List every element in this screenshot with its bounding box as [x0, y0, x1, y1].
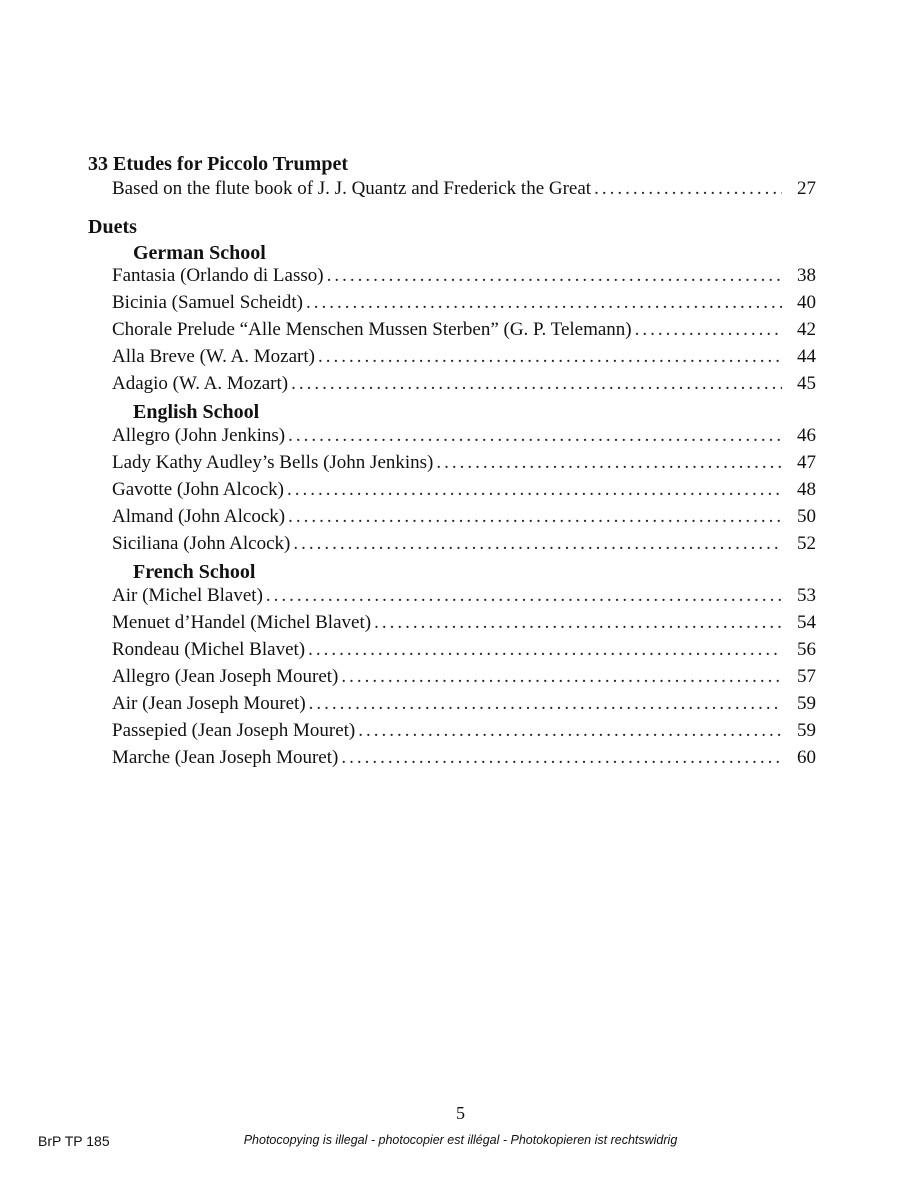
dot-leader	[293, 533, 782, 555]
toc-entry	[112, 666, 816, 692]
toc-entry	[112, 720, 816, 746]
entry-page: 38	[797, 265, 816, 286]
entry-title: Lady Kathy Audley’s Bells (John Jenkins)	[112, 452, 434, 473]
dot-leader	[287, 479, 782, 501]
toc-entry	[112, 292, 816, 318]
entry-title: Passepied (Jean Joseph Mouret)	[112, 720, 356, 741]
entry-title: Siciliana (John Alcock)	[112, 533, 291, 554]
entry-page: 48	[797, 479, 816, 500]
toc-entry	[112, 265, 816, 291]
entry-title: Almand (John Alcock)	[112, 506, 286, 527]
section-heading-etudes: 33 Etudes for Piccolo Trumpet	[88, 153, 348, 175]
toc-entry	[112, 373, 816, 399]
toc-entry	[112, 319, 816, 345]
entry-title: Rondeau (Michel Blavet)	[112, 639, 306, 660]
entry-page: 44	[797, 346, 816, 367]
entry-title: Fantasia (Orlando di Lasso)	[112, 265, 324, 286]
dot-leader	[288, 506, 782, 528]
dot-leader	[266, 585, 782, 607]
entry-title: Based on the flute book of J. J. Quantz and Frederick the Great	[112, 178, 592, 199]
dot-leader	[327, 265, 782, 287]
section-heading-duets: Duets	[88, 216, 137, 238]
entry-title: Bicinia (Samuel Scheidt)	[112, 292, 304, 313]
dot-leader	[358, 720, 782, 742]
entry-page: 50	[797, 506, 816, 527]
toc-entry	[112, 178, 816, 204]
toc-entry	[112, 479, 816, 505]
toc-entry	[112, 585, 816, 611]
dot-leader	[374, 612, 782, 634]
toc-entry	[112, 506, 816, 532]
entry-page: 40	[797, 292, 816, 313]
entry-page: 52	[797, 533, 816, 554]
entry-title: Alla Breve (W. A. Mozart)	[112, 346, 315, 367]
entry-page: 45	[797, 373, 816, 394]
entry-page: 60	[797, 747, 816, 768]
entry-page: 27	[797, 178, 816, 199]
dot-leader	[594, 178, 782, 200]
toc-entry	[112, 693, 816, 719]
entry-page: 59	[797, 693, 816, 714]
entry-page: 59	[797, 720, 816, 741]
toc-entry	[112, 639, 816, 665]
entry-page: 47	[797, 452, 816, 473]
subsection-heading-french: French School	[133, 561, 256, 583]
toc-entry	[112, 747, 816, 773]
entry-title: Marche (Jean Joseph Mouret)	[112, 747, 339, 768]
toc-entry	[112, 452, 816, 478]
dot-leader	[309, 693, 782, 715]
dot-leader	[635, 319, 782, 341]
toc-entry	[112, 425, 816, 451]
dot-leader	[436, 452, 782, 474]
entry-page: 56	[797, 639, 816, 660]
entry-page: 42	[797, 319, 816, 340]
page-number: 5	[456, 1103, 465, 1123]
entry-title: Air (Jean Joseph Mouret)	[112, 693, 306, 714]
entry-title: Adagio (W. A. Mozart)	[112, 373, 289, 394]
entry-title: Menuet d’Handel (Michel Blavet)	[112, 612, 372, 633]
entry-page: 46	[797, 425, 816, 446]
entry-title: Air (Michel Blavet)	[112, 585, 263, 606]
entry-title: Gavotte (John Alcock)	[112, 479, 285, 500]
entry-title: Chorale Prelude “Alle Menschen Mussen Sterben” (G. P. Telemann)	[112, 319, 632, 340]
dot-leader	[306, 292, 782, 314]
toc-entry	[112, 533, 816, 559]
toc-entry	[112, 612, 816, 638]
copyright-notice: Photocopying is illegal - photocopier est illégal - Photokopieren ist rechtswidrig	[243, 1133, 678, 1147]
dot-leader	[291, 373, 782, 395]
entry-page: 53	[797, 585, 816, 606]
dot-leader	[318, 346, 782, 368]
dot-leader	[341, 666, 782, 688]
subsection-heading-english: English School	[133, 401, 260, 423]
dot-leader	[288, 425, 782, 447]
dot-leader	[341, 747, 782, 769]
dot-leader	[308, 639, 782, 661]
subsection-heading-german: German School	[133, 242, 266, 264]
entry-page: 57	[797, 666, 816, 687]
entry-title: Allegro (John Jenkins)	[112, 425, 286, 446]
entry-page: 54	[797, 612, 816, 633]
toc-entry	[112, 346, 816, 372]
entry-title: Allegro (Jean Joseph Mouret)	[112, 666, 339, 687]
catalog-number: BrP TP 185	[38, 1133, 110, 1149]
